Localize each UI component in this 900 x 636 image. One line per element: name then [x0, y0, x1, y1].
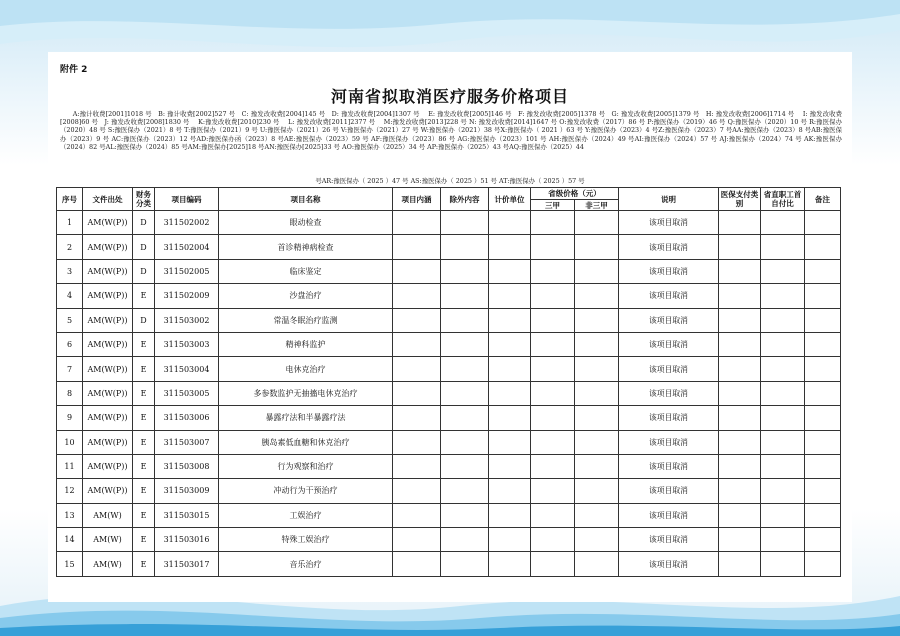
cell-finance: E [133, 284, 155, 308]
cell-staff [761, 259, 805, 283]
cell-seq: 6 [57, 332, 83, 356]
cell-nonclass3 [575, 479, 619, 503]
cell-staff [761, 552, 805, 576]
cell-seq: 1 [57, 211, 83, 235]
cell-name: 胰岛素低血糖和休克治疗 [219, 430, 393, 454]
table-body [57, 211, 841, 577]
cell-nonclass3 [575, 332, 619, 356]
cell-content [393, 308, 441, 332]
cell-name: 冲动行为干预治疗 [219, 479, 393, 503]
cell-except [441, 552, 489, 576]
cell-remark [805, 381, 841, 405]
cell-staff [761, 235, 805, 259]
cell-insurance [719, 528, 761, 552]
cell-name: 眼动检查 [219, 211, 393, 235]
cell-source: AM(W(P)) [83, 454, 133, 478]
table-row [57, 503, 841, 527]
cell-class3 [531, 406, 575, 430]
cell-code: 311503005 [155, 381, 219, 405]
cell-finance: E [133, 357, 155, 381]
cell-name: 工娱治疗 [219, 503, 393, 527]
cell-finance: E [133, 528, 155, 552]
cell-name: 电休克治疗 [219, 357, 393, 381]
cell-except [441, 503, 489, 527]
header-remark: 备注 [805, 188, 841, 211]
cell-except [441, 357, 489, 381]
cell-remark [805, 308, 841, 332]
cell-source: AM(W(P)) [83, 308, 133, 332]
table-row [57, 528, 841, 552]
cell-content [393, 332, 441, 356]
cell-code: 311503016 [155, 528, 219, 552]
cell-source: AM(W(P)) [83, 211, 133, 235]
cell-finance: E [133, 381, 155, 405]
cell-unit [489, 211, 531, 235]
cell-nonclass3 [575, 211, 619, 235]
cell-finance: D [133, 211, 155, 235]
cell-class3 [531, 430, 575, 454]
cell-insurance [719, 479, 761, 503]
cell-staff [761, 406, 805, 430]
cell-remark [805, 454, 841, 478]
table-row [57, 552, 841, 576]
attachment-label: 附件 2 [60, 65, 88, 75]
cell-desc: 该项目取消 [619, 332, 719, 356]
cell-desc: 该项目取消 [619, 284, 719, 308]
cell-staff [761, 332, 805, 356]
cell-except [441, 284, 489, 308]
cell-desc: 该项目取消 [619, 235, 719, 259]
cell-staff [761, 357, 805, 381]
cell-desc: 该项目取消 [619, 357, 719, 381]
cell-unit [489, 479, 531, 503]
table-row [57, 332, 841, 356]
cell-seq: 8 [57, 381, 83, 405]
header-desc: 说明 [619, 188, 719, 211]
cell-except [441, 528, 489, 552]
cell-except [441, 406, 489, 430]
cell-nonclass3 [575, 406, 619, 430]
cell-content [393, 357, 441, 381]
cell-code: 311503006 [155, 406, 219, 430]
cell-unit [489, 235, 531, 259]
cell-nonclass3 [575, 503, 619, 527]
cell-source: AM(W(P)) [83, 332, 133, 356]
cell-code: 311502009 [155, 284, 219, 308]
cell-finance: E [133, 406, 155, 430]
cell-except [441, 430, 489, 454]
cell-content [393, 430, 441, 454]
cell-source: AM(W(P)) [83, 235, 133, 259]
cell-staff [761, 528, 805, 552]
cell-content [393, 479, 441, 503]
header-seq: 序号 [57, 188, 83, 211]
reference-notes-tail: 号AR:豫医保办（ 2025 ）47 号 AS:豫医保办（ 2025 ）51 号 AT:豫医保办（ 2025 ）57 号 [315, 177, 585, 185]
cell-nonclass3 [575, 308, 619, 332]
cell-nonclass3 [575, 357, 619, 381]
cell-insurance [719, 211, 761, 235]
cell-seq: 5 [57, 308, 83, 332]
cell-nonclass3 [575, 259, 619, 283]
cell-seq: 2 [57, 235, 83, 259]
table-row [57, 357, 841, 381]
cell-source: AM(W) [83, 503, 133, 527]
cell-remark [805, 284, 841, 308]
cell-finance: E [133, 332, 155, 356]
cell-code: 311503017 [155, 552, 219, 576]
header-source: 文件出处 [83, 188, 133, 211]
header-nonclass3: 非三甲 [575, 200, 619, 211]
cell-content [393, 235, 441, 259]
cell-finance: D [133, 308, 155, 332]
cell-class3 [531, 454, 575, 478]
cell-content [393, 259, 441, 283]
cell-unit [489, 503, 531, 527]
cell-code: 311503009 [155, 479, 219, 503]
cell-remark [805, 406, 841, 430]
cell-code: 311503015 [155, 503, 219, 527]
cell-insurance [719, 235, 761, 259]
cell-seq: 14 [57, 528, 83, 552]
cell-code: 311502002 [155, 211, 219, 235]
cell-insurance [719, 284, 761, 308]
cell-remark [805, 430, 841, 454]
cell-code: 311503007 [155, 430, 219, 454]
cell-content [393, 552, 441, 576]
cell-name: 特殊工娱治疗 [219, 528, 393, 552]
cell-class3 [531, 308, 575, 332]
cell-staff [761, 503, 805, 527]
cell-content [393, 454, 441, 478]
cell-unit [489, 430, 531, 454]
cell-unit [489, 332, 531, 356]
cell-unit [489, 552, 531, 576]
cell-except [441, 211, 489, 235]
cell-source: AM(W) [83, 528, 133, 552]
cell-finance: E [133, 454, 155, 478]
cell-source: AM(W) [83, 552, 133, 576]
cell-insurance [719, 552, 761, 576]
cell-remark [805, 479, 841, 503]
table-row [57, 211, 841, 235]
cell-except [441, 308, 489, 332]
cell-seq: 7 [57, 357, 83, 381]
table-row [57, 406, 841, 430]
cell-nonclass3 [575, 381, 619, 405]
cell-desc: 该项目取消 [619, 479, 719, 503]
cell-seq: 11 [57, 454, 83, 478]
cell-name: 临床鉴定 [219, 259, 393, 283]
table-row [57, 284, 841, 308]
cell-staff [761, 479, 805, 503]
cell-code: 311502005 [155, 259, 219, 283]
cell-unit [489, 308, 531, 332]
cell-except [441, 332, 489, 356]
cell-seq: 12 [57, 479, 83, 503]
table-row [57, 479, 841, 503]
cell-name: 精神科监护 [219, 332, 393, 356]
cell-source: AM(W(P)) [83, 430, 133, 454]
cell-desc: 该项目取消 [619, 552, 719, 576]
cell-except [441, 479, 489, 503]
table-row [57, 430, 841, 454]
cell-content [393, 406, 441, 430]
cell-staff [761, 430, 805, 454]
cell-class3 [531, 552, 575, 576]
cell-class3 [531, 235, 575, 259]
cell-seq: 10 [57, 430, 83, 454]
cell-insurance [719, 381, 761, 405]
header-content: 项目内涵 [393, 188, 441, 211]
page-title: 河南省拟取消医疗服务价格项目 [330, 87, 569, 106]
cell-unit [489, 528, 531, 552]
cell-unit [489, 454, 531, 478]
cell-class3 [531, 503, 575, 527]
cell-unit [489, 259, 531, 283]
cell-insurance [719, 357, 761, 381]
cell-insurance [719, 430, 761, 454]
cell-insurance [719, 259, 761, 283]
cell-remark [805, 552, 841, 576]
cell-code: 311503004 [155, 357, 219, 381]
cell-source: AM(W(P)) [83, 479, 133, 503]
cell-desc: 该项目取消 [619, 381, 719, 405]
cell-class3 [531, 259, 575, 283]
cell-insurance [719, 406, 761, 430]
cell-desc: 该项目取消 [619, 259, 719, 283]
cell-nonclass3 [575, 235, 619, 259]
cell-insurance [719, 503, 761, 527]
cell-desc: 该项目取消 [619, 503, 719, 527]
cell-nonclass3 [575, 552, 619, 576]
cell-unit [489, 406, 531, 430]
cell-except [441, 259, 489, 283]
cell-content [393, 503, 441, 527]
cell-content [393, 528, 441, 552]
cell-insurance [719, 454, 761, 478]
cell-remark [805, 503, 841, 527]
cell-seq: 3 [57, 259, 83, 283]
cell-source: AM(W(P)) [83, 357, 133, 381]
cell-source: AM(W(P)) [83, 381, 133, 405]
cell-name: 音乐治疗 [219, 552, 393, 576]
header-class3: 三甲 [531, 200, 575, 211]
cell-class3 [531, 284, 575, 308]
cell-except [441, 454, 489, 478]
cell-nonclass3 [575, 284, 619, 308]
cell-name: 沙盘治疗 [219, 284, 393, 308]
cell-code: 311503003 [155, 332, 219, 356]
cell-nonclass3 [575, 528, 619, 552]
header-finance: 财务分类 [133, 188, 155, 211]
cell-name: 多参数监护无抽搐电休克治疗 [219, 381, 393, 405]
cell-insurance [719, 332, 761, 356]
cell-class3 [531, 211, 575, 235]
cell-class3 [531, 332, 575, 356]
cell-insurance [719, 308, 761, 332]
cell-class3 [531, 381, 575, 405]
cell-seq: 4 [57, 284, 83, 308]
cell-remark [805, 528, 841, 552]
cell-seq: 13 [57, 503, 83, 527]
cell-unit [489, 284, 531, 308]
cell-desc: 该项目取消 [619, 211, 719, 235]
cell-code: 311503008 [155, 454, 219, 478]
cell-content [393, 211, 441, 235]
cell-staff [761, 211, 805, 235]
cell-class3 [531, 479, 575, 503]
cell-remark [805, 332, 841, 356]
header-code: 项目编码 [155, 188, 219, 211]
cell-name: 首诊精神病检查 [219, 235, 393, 259]
header-unit: 计价单位 [489, 188, 531, 211]
cell-seq: 15 [57, 552, 83, 576]
cell-class3 [531, 357, 575, 381]
cell-nonclass3 [575, 454, 619, 478]
cell-source: AM(W(P)) [83, 259, 133, 283]
cell-remark [805, 235, 841, 259]
cell-except [441, 381, 489, 405]
cell-finance: E [133, 503, 155, 527]
cell-unit [489, 357, 531, 381]
cell-finance: D [133, 259, 155, 283]
cell-desc: 该项目取消 [619, 528, 719, 552]
cell-finance: E [133, 430, 155, 454]
table-row [57, 454, 841, 478]
cell-finance: D [133, 235, 155, 259]
cell-desc: 该项目取消 [619, 308, 719, 332]
cell-name: 行为观察和治疗 [219, 454, 393, 478]
cell-code: 311503002 [155, 308, 219, 332]
cell-staff [761, 381, 805, 405]
cell-desc: 该项目取消 [619, 430, 719, 454]
price-items-table [56, 187, 841, 577]
table-row [57, 308, 841, 332]
cell-desc: 该项目取消 [619, 406, 719, 430]
cell-staff [761, 454, 805, 478]
header-price-group: 省级价格（元） [531, 188, 619, 200]
cell-content [393, 284, 441, 308]
header-staff: 省直职工首自付比 [761, 188, 805, 211]
cell-source: AM(W(P)) [83, 284, 133, 308]
cell-name: 常温冬眠治疗监测 [219, 308, 393, 332]
table-row [57, 235, 841, 259]
reference-notes: A:豫计收费[2001]1018 号 B: 豫计收费[2002]527 号 C: 豫发改收费[2004]145 号 D: 豫发改收费[2004]1307 号 E: 豫发改收费[2005]146 号 F: 豫发改收费[2005]1378 号 G: 豫发改收费[2005]1379 号 H: 豫发改收费[2006]1714 号 I: 豫发改收费[2008]60 号 J: 豫发改收费[2008]1830 号 K:豫发改收费[2010]230 号 L: 豫发改收费[2011]2377 号 M:豫发改收费[2013]228 号 N: 豫发改收费[2014]1647 号 O:豫发改收费（2017）86 号 P:豫医保办（2019）46 号 Q:豫医保办（2020）10 号 R:豫医保办（2020）48 号 S:豫医保办（2021）8 号 T:豫医保办（2021）9 号 U:豫医保办（2021）26 号 V:豫医保办（2021）27 号 W:豫医保办（2021）38 号X:豫医保办（ 2021 ）63 号 Y:豫医保办（2023）4 号Z:豫医保办（2023）7 号AA:豫医保办（2023）8 号AB:豫医保办（2023）9 号 AC:豫医保办（2023）12 号AD:豫医保办函（2023）8 号AE:豫医保办（2023）59 号 AF:豫医保办（2023）86 号 AG:豫医保办（2023）101 号 AH:豫医保办（2024）49 号AI:豫医保办（2024）57 号 AJ:豫医保办（2024）74 号 AK:豫医保办（2024）82 号AL:豫医保办（2024）85 号AM:豫医保办[2025]18 号AN:豫医保办[2025]33 号 AO:豫医保办（2025）34 号 AP:豫医保办（2025）43 号AQ:豫医保办（2025）44 [60, 110, 842, 151]
cell-finance: E [133, 479, 155, 503]
cell-finance: E [133, 552, 155, 576]
cell-unit [489, 381, 531, 405]
cell-staff [761, 284, 805, 308]
header-except: 除外内容 [441, 188, 489, 211]
table-row [57, 259, 841, 283]
table-row [57, 381, 841, 405]
cell-source: AM(W(P)) [83, 406, 133, 430]
cell-staff [761, 308, 805, 332]
cell-content [393, 381, 441, 405]
cell-remark [805, 357, 841, 381]
header-insurance: 医保支付类别 [719, 188, 761, 211]
cell-except [441, 235, 489, 259]
cell-class3 [531, 528, 575, 552]
cell-remark [805, 259, 841, 283]
cell-name: 暴露疗法和半暴露疗法 [219, 406, 393, 430]
cell-nonclass3 [575, 430, 619, 454]
cell-seq: 9 [57, 406, 83, 430]
cell-code: 311502004 [155, 235, 219, 259]
cell-remark [805, 211, 841, 235]
cell-desc: 该项目取消 [619, 454, 719, 478]
header-name: 项目名称 [219, 188, 393, 211]
